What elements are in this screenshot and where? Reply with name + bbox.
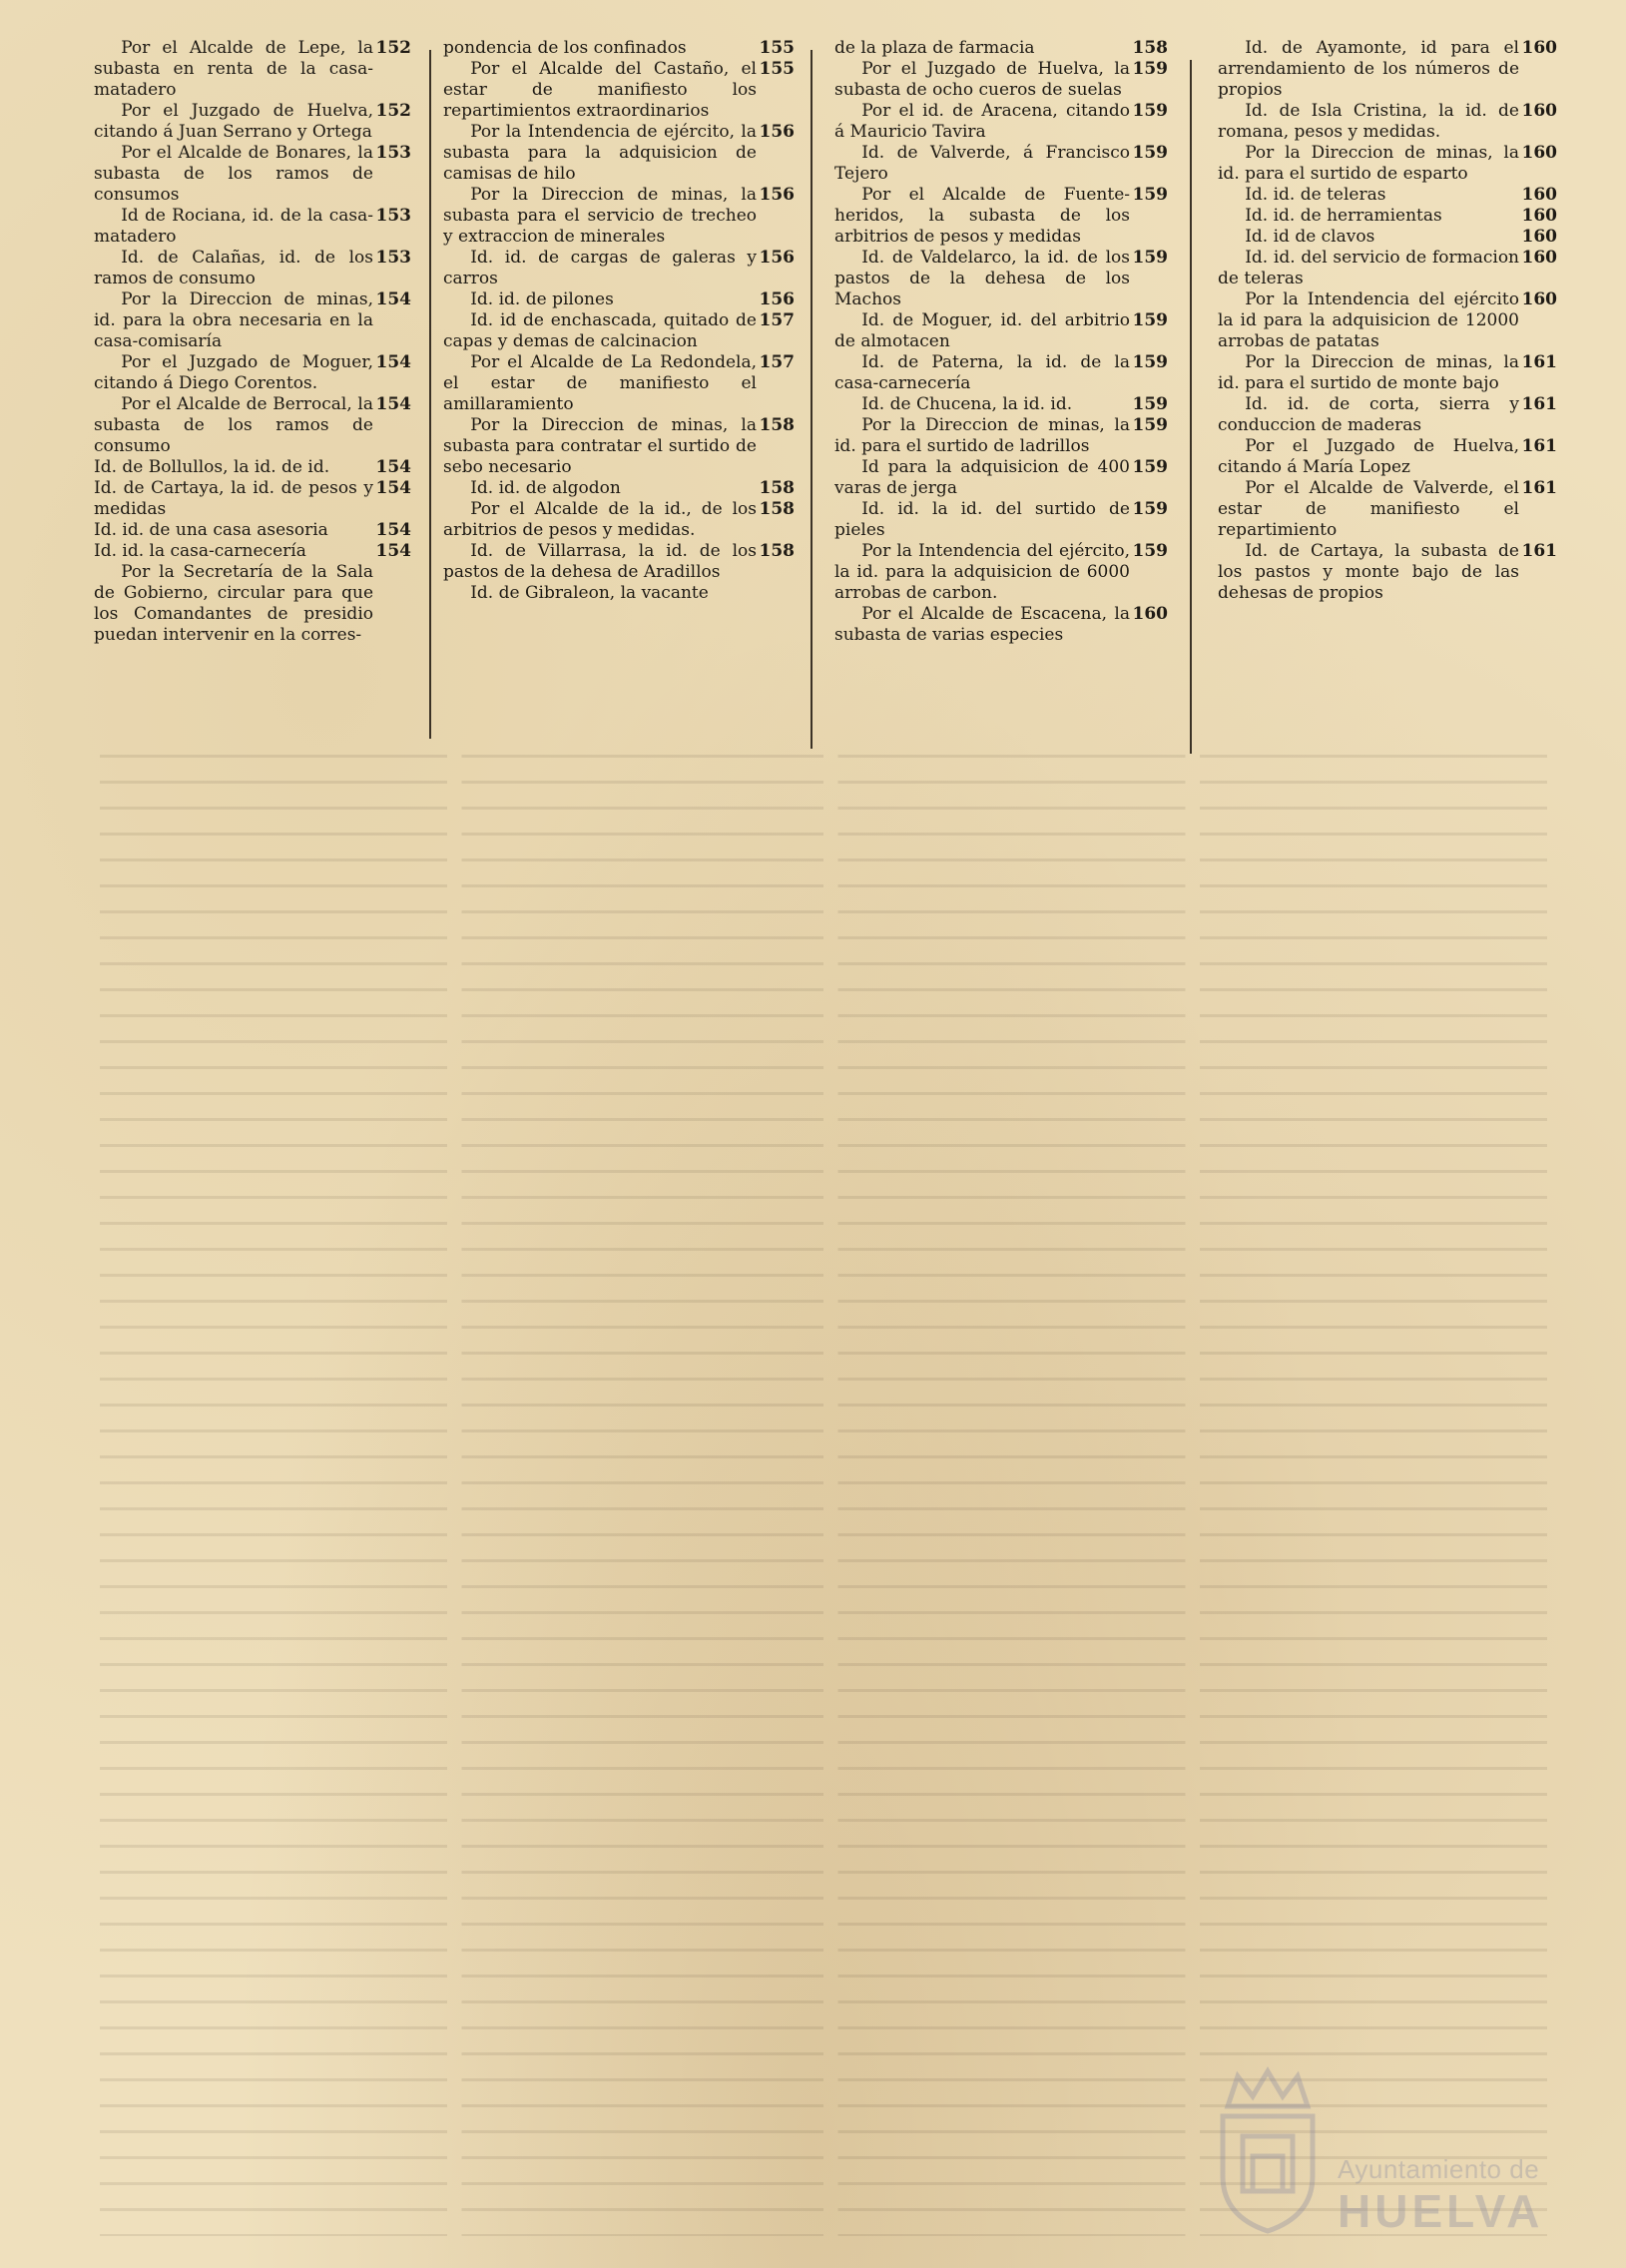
index-entry (834, 38, 1168, 59)
entry-text: Id. id. de pilones (470, 289, 614, 309)
entry-page-number: 158 (759, 541, 795, 561)
index-entry (834, 310, 1168, 352)
entry-text: Por la Secretaría de la Sala de Gobierno, circular para que los Comandantes de presidio puedan intervenir en la corres- (94, 562, 373, 645)
index-entry (834, 415, 1168, 457)
index-column-3 (834, 38, 1168, 646)
index-entry (1218, 227, 1557, 248)
entry-page-number: 156 (759, 122, 795, 142)
entry-text: Id para la adquisicion de 400 varas de jerga (834, 457, 1130, 498)
entry-text: Id. id. de una casa asesoria (94, 520, 328, 540)
entry-page-number: 154 (375, 394, 411, 414)
entry-page-number: 159 (1132, 541, 1168, 561)
entry-page-number: 160 (1521, 206, 1557, 226)
index-entry (834, 457, 1168, 499)
entry-page-number: 158 (759, 499, 795, 519)
index-entry (94, 38, 411, 101)
entry-text: Por el Alcalde de Bonares, la subasta de los ramos de consumos (94, 143, 373, 205)
entry-page-number (757, 583, 795, 604)
index-entry (94, 478, 411, 520)
index-entry (1218, 289, 1557, 352)
entry-text: Id. de Villarrasa, la id. de los pastos de la dehesa de Aradillos (443, 541, 757, 582)
index-entry (834, 352, 1168, 394)
entry-text: Id. de Calañas, id. de los ramos de consumo (94, 248, 373, 288)
index-entry (94, 562, 411, 646)
index-entry (1218, 541, 1557, 604)
index-entry (94, 394, 411, 457)
entry-page-number: 161 (1521, 478, 1557, 498)
entry-page-number: 158 (1132, 38, 1168, 58)
entry-page-number: 155 (759, 59, 795, 79)
entry-text: Id. de Valdelarco, la id. de los pastos de la dehesa de los Machos (834, 248, 1130, 309)
entry-text: Por el Juzgado de Huelva, citando á María Lopez (1218, 436, 1519, 477)
index-entry (834, 143, 1168, 185)
entry-text: Por el Alcalde del Castaño, el estar de manifiesto los repartimientos extraordinarios (443, 59, 757, 121)
entry-text: Por la Direccion de minas, la subasta para el servicio de trecheo y extraccion de minerales (443, 185, 757, 247)
entry-page-number: 160 (1521, 289, 1557, 309)
entry-text: Por la Direccion de minas, la subasta para contratar el surtido de sebo necesario (443, 415, 757, 477)
entry-text: Por la Direccion de minas, la id. para el surtido de ladrillos (834, 415, 1130, 456)
index-entry (1218, 436, 1557, 478)
index-entry (94, 248, 411, 289)
index-entry (443, 478, 795, 499)
entry-page-number: 159 (1132, 457, 1168, 477)
index-entry (1218, 38, 1557, 101)
index-entry (834, 394, 1168, 415)
index-entry (1218, 478, 1557, 541)
entry-text: Id. de Cartaya, la id. de pesos y medidas (94, 478, 373, 519)
entry-text: Por la Direccion de minas, id. para la obra necesaria en la casa-comisaría (94, 289, 373, 351)
index-entry (1218, 101, 1557, 143)
entry-page-number: 161 (1521, 394, 1557, 414)
entry-text: Por el Alcalde de Escacena, la subasta de varias especies (834, 604, 1130, 645)
entry-text: Por el Alcalde de Fuente-heridos, la subasta de los arbitrios de pesos y medidas (834, 185, 1130, 247)
entry-text: de la plaza de farmacia (834, 38, 1035, 58)
index-entry (94, 143, 411, 206)
entry-text: Id. de Chucena, la id. id. (861, 394, 1073, 414)
entry-page-number: 158 (759, 478, 795, 498)
entry-page-number: 161 (1521, 436, 1557, 456)
entry-text: Id. de Paterna, la id. de la casa-carnecería (834, 352, 1130, 393)
index-entry (443, 415, 795, 478)
index-entry (94, 541, 411, 562)
index-entry (1218, 185, 1557, 206)
entry-page-number: 159 (1132, 185, 1168, 205)
entry-page-number: 154 (375, 289, 411, 309)
entry-page-number: 153 (375, 248, 411, 268)
index-column-4 (1218, 38, 1557, 604)
entry-text: Id. id. de teleras (1245, 185, 1386, 205)
entry-text: Id. id de enchascada, quitado de capas y demas de calcinacion (443, 310, 757, 351)
entry-text: Id. de Ayamonte, id para el arrendamiento de los números de propios (1218, 38, 1519, 100)
index-entry (443, 248, 795, 289)
entry-text: Por el Alcalde de Berrocal, la subasta de los ramos de consumo (94, 394, 373, 456)
entry-text: Por el Alcalde de La Redondela, el estar de manifiesto el amillaramiento (443, 352, 757, 414)
entry-text: Por el Alcalde de Lepe, la subasta en renta de la casa-matadero (94, 38, 373, 100)
entry-page-number: 158 (759, 415, 795, 435)
index-entry (94, 289, 411, 352)
entry-page-number: 159 (1132, 394, 1168, 414)
entry-page-number: 156 (759, 248, 795, 268)
entry-text: Por la Direccion de minas, la id. para el surtido de esparto (1218, 143, 1519, 184)
index-entry (94, 457, 411, 478)
entry-text: Id. id de clavos (1245, 227, 1375, 247)
entry-page-number: 161 (1521, 352, 1557, 372)
index-entry (1218, 206, 1557, 227)
entry-text: Por el Alcalde de la id., de los arbitrios de pesos y medidas. (443, 499, 757, 540)
index-entry (443, 583, 795, 604)
column-divider (811, 50, 813, 749)
entry-page-number: 153 (375, 206, 411, 226)
index-entry (834, 248, 1168, 310)
index-entry (443, 499, 795, 541)
index-entry (443, 352, 795, 415)
entry-text: Por la Intendencia del ejército la id para la adquisicion de 12000 arrobas de patatas (1218, 289, 1519, 351)
index-entry (1218, 248, 1557, 289)
entry-page-number: 154 (375, 478, 411, 498)
entry-page-number: 160 (1132, 604, 1168, 624)
entry-text: Id. de Gibraleon, la vacante (470, 583, 709, 603)
entry-page-number: 156 (759, 185, 795, 205)
entry-page-number: 160 (1521, 101, 1557, 121)
column-divider (1190, 60, 1192, 754)
entry-text: Id. id. del servicio de formacion de teleras (1218, 248, 1519, 288)
index-entry (443, 541, 795, 583)
entry-text: Por el Juzgado de Moguer, citando á Diego Corentos. (94, 352, 373, 393)
entry-text: Id. de Cartaya, la subasta de los pastos y monte bajo de las dehesas de propios (1218, 541, 1519, 603)
entry-page-number: 160 (1521, 248, 1557, 268)
entry-page-number: 160 (1521, 185, 1557, 205)
watermark-line-1: Ayuntamiento de (1338, 2154, 1540, 2184)
index-entry (94, 101, 411, 143)
entry-page-number: 160 (1521, 227, 1557, 247)
entry-text: Por el Alcalde de Valverde, el estar de manifiesto el repartimiento (1218, 478, 1519, 540)
entry-page-number: 160 (1521, 143, 1557, 163)
index-column-2 (443, 38, 795, 604)
entry-page-number: 154 (375, 520, 411, 540)
entry-page-number: 159 (1132, 143, 1168, 163)
index-entry (443, 122, 795, 185)
entry-page-number: 154 (375, 352, 411, 372)
entry-text: pondencia de los confinados (443, 38, 687, 58)
entry-page-number: 156 (759, 289, 795, 309)
entry-text: Id. id. la casa-carnecería (94, 541, 306, 561)
entry-text: Id. id. de cargas de galeras y carros (443, 248, 757, 288)
index-entry (443, 185, 795, 248)
index-entry (1218, 352, 1557, 394)
entry-page-number: 152 (375, 38, 411, 58)
index-entry (443, 59, 795, 122)
entry-text: Id. id. de algodon (470, 478, 621, 498)
entry-page-number: 159 (1132, 352, 1168, 372)
entry-page-number: 159 (1132, 59, 1168, 79)
entry-text: Id de Rociana, id. de la casa-matadero (94, 206, 373, 247)
entry-text: Id. de Moguer, id. del arbitrio de almotacen (834, 310, 1130, 351)
index-entry (443, 289, 795, 310)
index-entry (834, 604, 1168, 646)
index-entry (834, 59, 1168, 101)
entry-page-number (373, 562, 411, 646)
entry-text: Por el Juzgado de Huelva, citando á Juan Serrano y Ortega (94, 101, 373, 142)
entry-page-number: 160 (1521, 38, 1557, 58)
crown-shield-icon (1208, 2066, 1328, 2236)
index-entry (834, 541, 1168, 604)
index-column-1 (94, 38, 411, 646)
index-entry (1218, 394, 1557, 436)
index-entry (94, 206, 411, 248)
index-entry (443, 38, 795, 59)
entry-text: Por la Direccion de minas, la id. para el surtido de monte bajo (1218, 352, 1519, 393)
index-entry (94, 520, 411, 541)
entry-text: Id. de Isla Cristina, la id. de romana, pesos y medidas. (1218, 101, 1519, 142)
entry-text: Por la Intendencia de ejército, la subasta para la adquisicion de camisas de hilo (443, 122, 757, 184)
reverse-side-show-through (100, 739, 1547, 2236)
entry-page-number: 159 (1132, 248, 1168, 268)
index-entry (94, 352, 411, 394)
entry-text: Id. id. de corta, sierra y conduccion de maderas (1218, 394, 1519, 435)
entry-page-number: 159 (1132, 499, 1168, 519)
entry-page-number: 155 (759, 38, 795, 58)
entry-page-number: 153 (375, 143, 411, 163)
index-entry (1218, 143, 1557, 185)
entry-page-number: 159 (1132, 101, 1168, 121)
column-divider (429, 50, 431, 739)
entry-text: Por la Intendencia del ejército, la id. para la adquisicion de 6000 arrobas de carbon. (834, 541, 1130, 603)
entry-text: Por el Juzgado de Huelva, la subasta de ocho cueros de suelas (834, 59, 1130, 100)
index-entry (834, 499, 1168, 541)
entry-text: Id. de Bollullos, la id. de id. (94, 457, 330, 477)
entry-page-number: 154 (375, 541, 411, 561)
entry-text: Id. de Valverde, á Francisco Tejero (834, 143, 1130, 184)
watermark-line-2: HUELVA (1338, 2185, 1544, 2237)
entry-page-number: 157 (759, 310, 795, 330)
entry-page-number: 157 (759, 352, 795, 372)
ayuntamiento-watermark (1208, 2066, 1567, 2246)
entry-page-number: 161 (1521, 541, 1557, 561)
index-entry (834, 185, 1168, 248)
entry-page-number: 154 (375, 457, 411, 477)
entry-page-number: 152 (375, 101, 411, 121)
entry-text: Id. id. la id. del surtido de pieles (834, 499, 1130, 540)
entry-page-number: 159 (1132, 415, 1168, 435)
index-entry (443, 310, 795, 352)
entry-page-number: 159 (1132, 310, 1168, 330)
entry-text: Por el id. de Aracena, citando á Mauricio Tavira (834, 101, 1130, 142)
entry-text: Id. id. de herramientas (1245, 206, 1442, 226)
index-entry (834, 101, 1168, 143)
